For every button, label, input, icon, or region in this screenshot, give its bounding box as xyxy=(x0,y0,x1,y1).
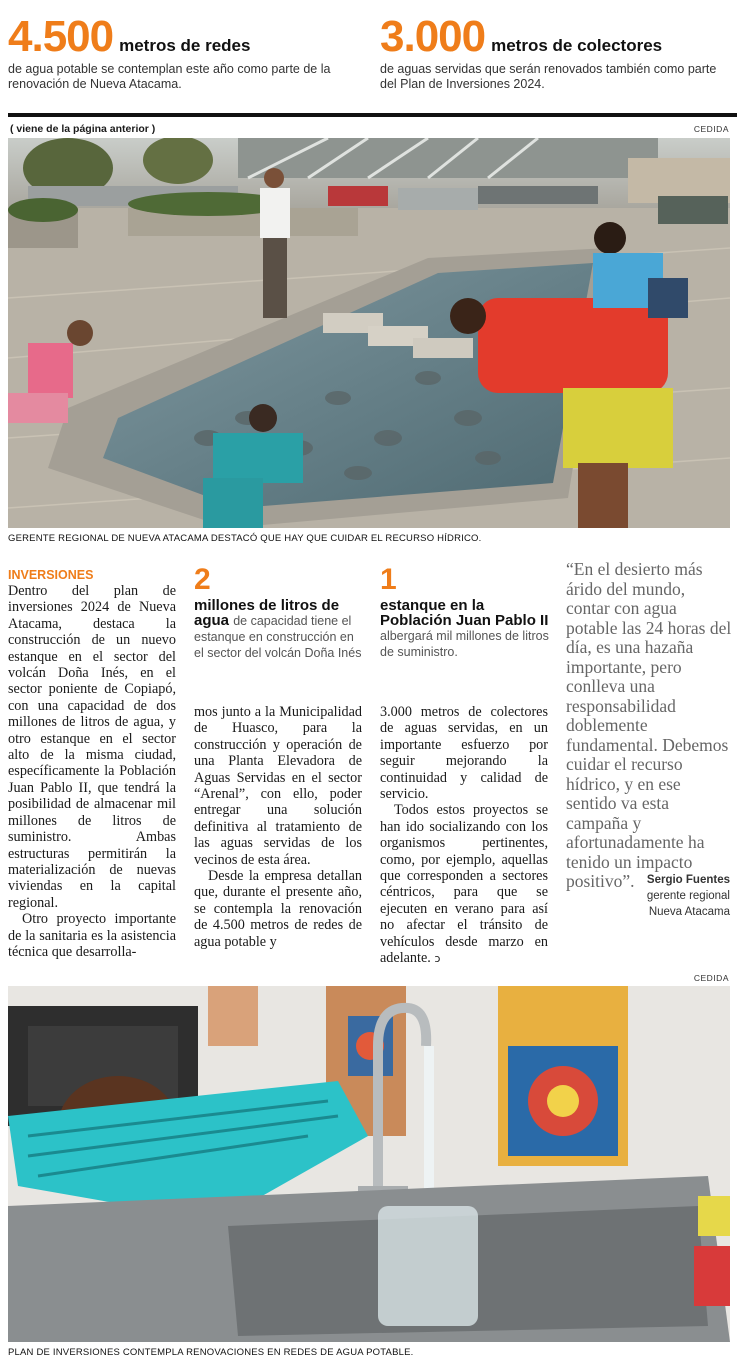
stat-unit: metros de redes xyxy=(119,36,251,55)
fact-description: albergará mil millones de litros de suministro. xyxy=(380,629,549,659)
fact-number: 1 xyxy=(380,563,397,596)
stat-block-redes xyxy=(8,14,358,92)
stat-number: 4.500 xyxy=(8,12,114,61)
section-kicker: INVERSIONES xyxy=(8,568,94,582)
article-paragraph: Dentro del plan de inversiones 2024 de Nueva Atacama, destaca la construcción de un nuevo estanque en el sector del volcán Doña Inés, en el sector poniente de Copiapó, con una capacidad de dos millones de litros de agua, y otro estanque en el sector alto de la misma ciudad, específicamente la Población Juan Pablo II, que tendrá la posibilidad de almacenar mil millones de litros de suministro. Ambas estructuras permitirán la materialización de nuevas viviendas en la capital regional. xyxy=(8,583,176,911)
continued-note: ( viene de la página anterior ) xyxy=(10,123,156,135)
photo-kitchen-sink xyxy=(8,986,730,1342)
article-column-1 xyxy=(8,567,176,960)
stat-unit: metros de colectores xyxy=(491,36,663,55)
article-paragraph: Todos estos proyectos se han ido socializando con los organismos pertinentes, como, por ejemplo, aquellas que corresponden a sectores céntricos, para que se ejecuten en verano para así no afectar el tránsito de vehículos desde marzo en adelante. ↄ xyxy=(380,802,548,967)
article-column-3 xyxy=(380,704,548,968)
fact-headline: millones de litros de agua xyxy=(194,597,340,629)
fact-description: de capacidad tiene el estanque en construcción en el sector del volcán Doña Inés xyxy=(194,614,362,660)
fact-block xyxy=(380,598,550,660)
pull-quote: “En el desierto más árido del mundo, contar con agua potable las 24 horas del día, es una hazaña importante, pero conlleva una responsabilidad doblemente fundamental. Debemos cuidar el recurso hídrico, y en ese sentido va esta campaña y afortunadamente ha tenido un impacto positivo”. xyxy=(566,559,732,891)
photo-caption: PLAN DE INVERSIONES CONTEMPLA RENOVACIONES EN REDES DE AGUA POTABLE. xyxy=(8,1347,414,1358)
stat-description: de agua potable se contemplan este año como parte de la renovación de Nueva Atacama. xyxy=(8,62,331,91)
end-mark-icon: ↄ xyxy=(434,952,441,966)
quote-author-role: gerente regional xyxy=(646,890,730,902)
fact-number: 2 xyxy=(194,563,211,596)
quote-attribution xyxy=(566,872,730,920)
photo-caption: GERENTE REGIONAL DE NUEVA ATACAMA DESTACÓ QUE HAY QUE CUIDAR EL RECURSO HÍDRICO. xyxy=(8,533,482,544)
article-paragraph: mos junto a la Municipalidad de Huasco, para la construcción y operación de una Planta Elevadora de Aguas Servidas en el sector “Arenal”, con ello, poder entregar una solución definitiva al tratamiento de las aguas servidas de los vecinos de esta área. xyxy=(194,704,362,868)
article-paragraph: 3.000 metros de colectores de aguas servidas, en un importante esfuerzo por seguir mejorando la continuidad y calidad de servicio. xyxy=(380,704,548,803)
photo-credit: CEDIDA xyxy=(693,124,729,134)
section-divider xyxy=(8,113,737,117)
stat-block-colectores xyxy=(380,14,730,92)
quote-author-name: Sergio Fuentes xyxy=(646,874,730,886)
stat-number: 3.000 xyxy=(380,12,486,61)
article-paragraph: Desde la empresa detallan que, durante el presente año, se contempla la renovación de 4.500 metros de redes de agua potable y xyxy=(194,868,362,950)
fact-headline: estanque en la Población Juan Pablo II xyxy=(380,597,549,629)
article-paragraph: Otro proyecto importante de la sanitaria es la asistencia técnica que desarrolla- xyxy=(8,911,176,960)
photo-credit: CEDIDA xyxy=(693,973,729,983)
photo-fountain xyxy=(8,138,730,528)
fact-block xyxy=(194,598,364,661)
stat-description: de aguas servidas que serán renovados también como parte del Plan de Inversiones 2024. xyxy=(380,62,717,91)
quote-author-company: Nueva Atacama xyxy=(648,906,730,918)
article-column-2 xyxy=(194,704,362,950)
